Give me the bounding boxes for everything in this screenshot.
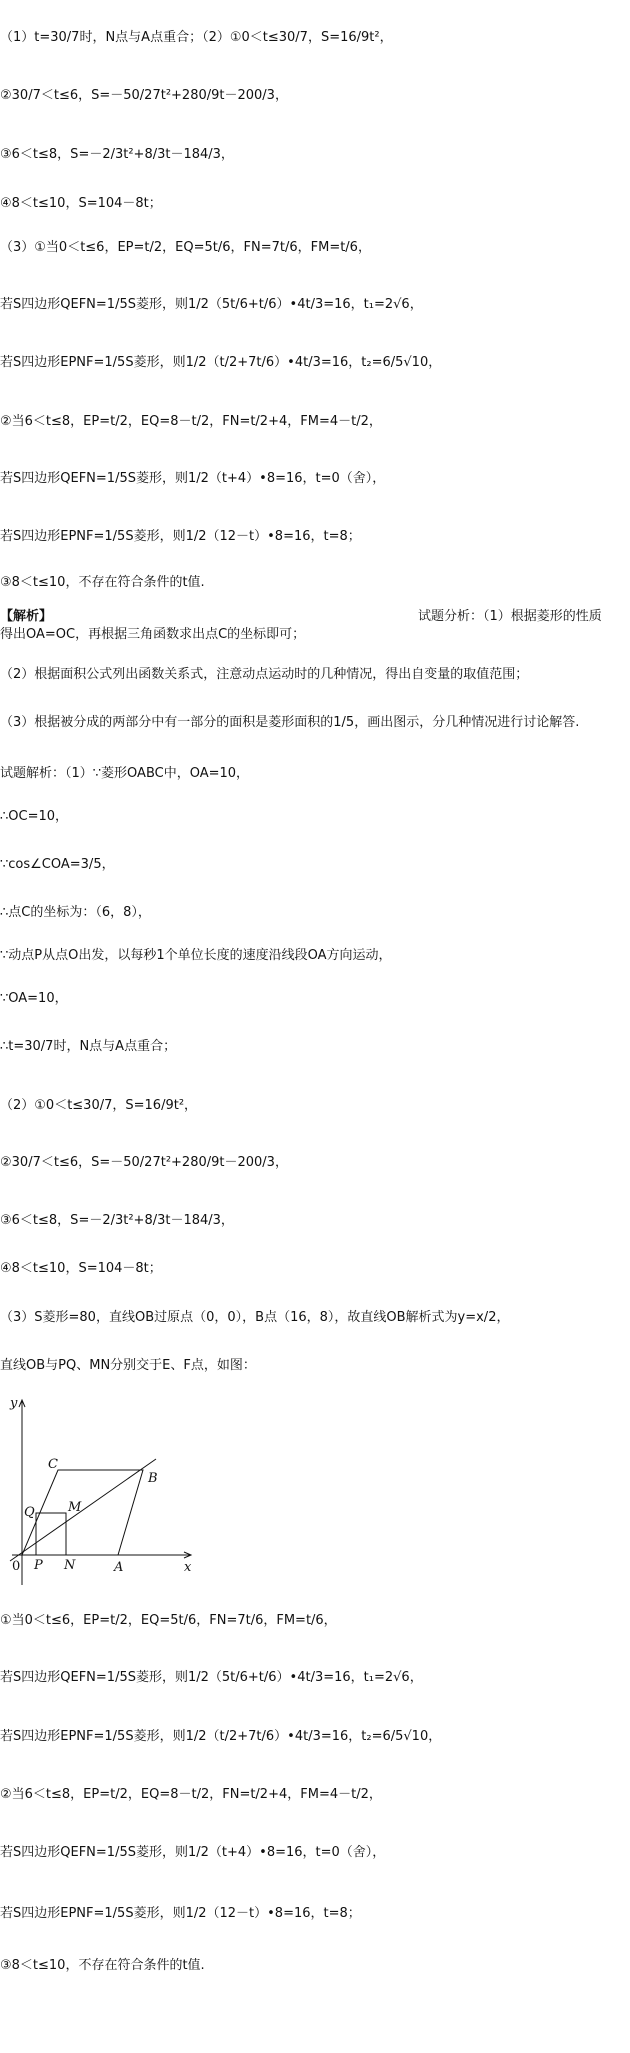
label-y: y [10, 1396, 18, 1411]
label-b: B [148, 1471, 158, 1486]
text-line: （3）S菱形=80，直线OB过原点（0，0），B点（16，8），故直线OB解析式为y=x/2， [0, 1310, 510, 1325]
text-line: （1）t=30/7时，N点与A点重合；（2）①0＜t≤30/7，S=16/9t²， [0, 30, 393, 45]
text-line: 若S四边形QEFN=1/5S菱形，则1/2（5t/6+t/6）•4t/3=16，t₁=2√6， [0, 297, 423, 312]
text-line: ③8＜t≤10，不存在符合条件的t值. [0, 1958, 205, 1973]
text-line: 试题分析：（1）根据菱形的性质 [418, 609, 602, 624]
text-line: ③6＜t≤8，S=－2/3t²+8/3t－184/3， [0, 1213, 234, 1228]
text-line: 若S四边形EPNF=1/5S菱形，则1/2（12－t）•8=16，t=8； [0, 529, 361, 544]
label-n: N [64, 1558, 76, 1573]
text-line: 若S四边形QEFN=1/5S菱形，则1/2（t+4）•8=16，t=0（舍）， [0, 1845, 386, 1860]
text-line: ∵cos∠COA=3/5， [0, 857, 115, 872]
text-line: ③6＜t≤8，S=－2/3t²+8/3t－184/3， [0, 147, 234, 162]
text-line: 若S四边形EPNF=1/5S菱形，则1/2（t/2+7t/6）•4t/3=16，t₂=6/5√10， [0, 355, 442, 370]
text-line: ②30/7＜t≤6，S=－50/27t²+280/9t－200/3， [0, 1155, 288, 1170]
text-line: ②30/7＜t≤6，S=－50/27t²+280/9t－200/3， [0, 88, 288, 103]
text-line: ③8＜t≤10，不存在符合条件的t值. [0, 575, 205, 590]
text-line: ②当6＜t≤8，EP=t/2，EQ=8－t/2，FN=t/2+4，FM=4－t/2， [0, 1787, 382, 1802]
label-p: P [34, 1558, 43, 1573]
text-line: 若S四边形QEFN=1/5S菱形，则1/2（t+4）•8=16，t=0（舍）， [0, 471, 386, 486]
text-line: ④8＜t≤10，S=104－8t； [0, 196, 162, 211]
text-line: 若S四边形EPNF=1/5S菱形，则1/2（t/2+7t/6）•4t/3=16，t₂=6/5√10， [0, 1729, 442, 1744]
rhombus-figure [8, 1395, 198, 1591]
text-line: ②当6＜t≤8，EP=t/2，EQ=8－t/2，FN=t/2+4，FM=4－t/2， [0, 414, 382, 429]
label-q: Q [24, 1505, 35, 1520]
text-line: 若S四边形QEFN=1/5S菱形，则1/2（5t/6+t/6）•4t/3=16，t₁=2√6， [0, 1670, 423, 1685]
label-m: M [68, 1500, 82, 1515]
rect-pqmn [36, 1513, 66, 1555]
text-line: ④8＜t≤10，S=104－8t； [0, 1261, 162, 1276]
analysis-header: 【解析】 [0, 609, 53, 624]
label-x: x [184, 1560, 192, 1575]
label-o: 0 [12, 1559, 21, 1574]
text-line: 若S四边形EPNF=1/5S菱形，则1/2（12－t）•8=16，t=8； [0, 1906, 361, 1921]
text-line: 直线OB与PQ、MN分别交于E、F点，如图： [0, 1358, 256, 1373]
text-line: （2）①0＜t≤30/7，S=16/9t²， [0, 1098, 198, 1113]
text-line: ∴点C的坐标为：（6，8）， [0, 905, 151, 920]
text-line: （2）根据面积公式列出函数关系式，注意动点运动时的几种情况，得出自变量的取值范围； [0, 667, 529, 682]
text-line: （3）根据被分成的两部分中有一部分的面积是菱形面积的1/5，画出图示，分几种情况进行讨论解答. [0, 715, 580, 730]
label-c: C [48, 1457, 58, 1472]
text-line: ∵动点P从点O出发，以每秒1个单位长度的速度沿线段OA方向运动， [0, 948, 392, 963]
text-line: （3）①当0＜t≤6，EP=t/2，EQ=5t/6，FN=7t/6，FM=t/6， [0, 240, 371, 255]
text-line: 得出OA=OC，再根据三角函数求出点C的坐标即可； [0, 627, 306, 642]
text-line: ∵OA=10， [0, 991, 68, 1006]
text-line: ∴OC=10， [0, 809, 69, 824]
text-line: ①当0＜t≤6，EP=t/2，EQ=5t/6，FN=7t/6，FM=t/6， [0, 1613, 337, 1628]
label-a: A [114, 1560, 124, 1575]
text-line: ∴t=30/7时，N点与A点重合； [0, 1039, 177, 1054]
text-line: 试题解析：（1）∵菱形OABC中，OA=10， [0, 766, 250, 781]
